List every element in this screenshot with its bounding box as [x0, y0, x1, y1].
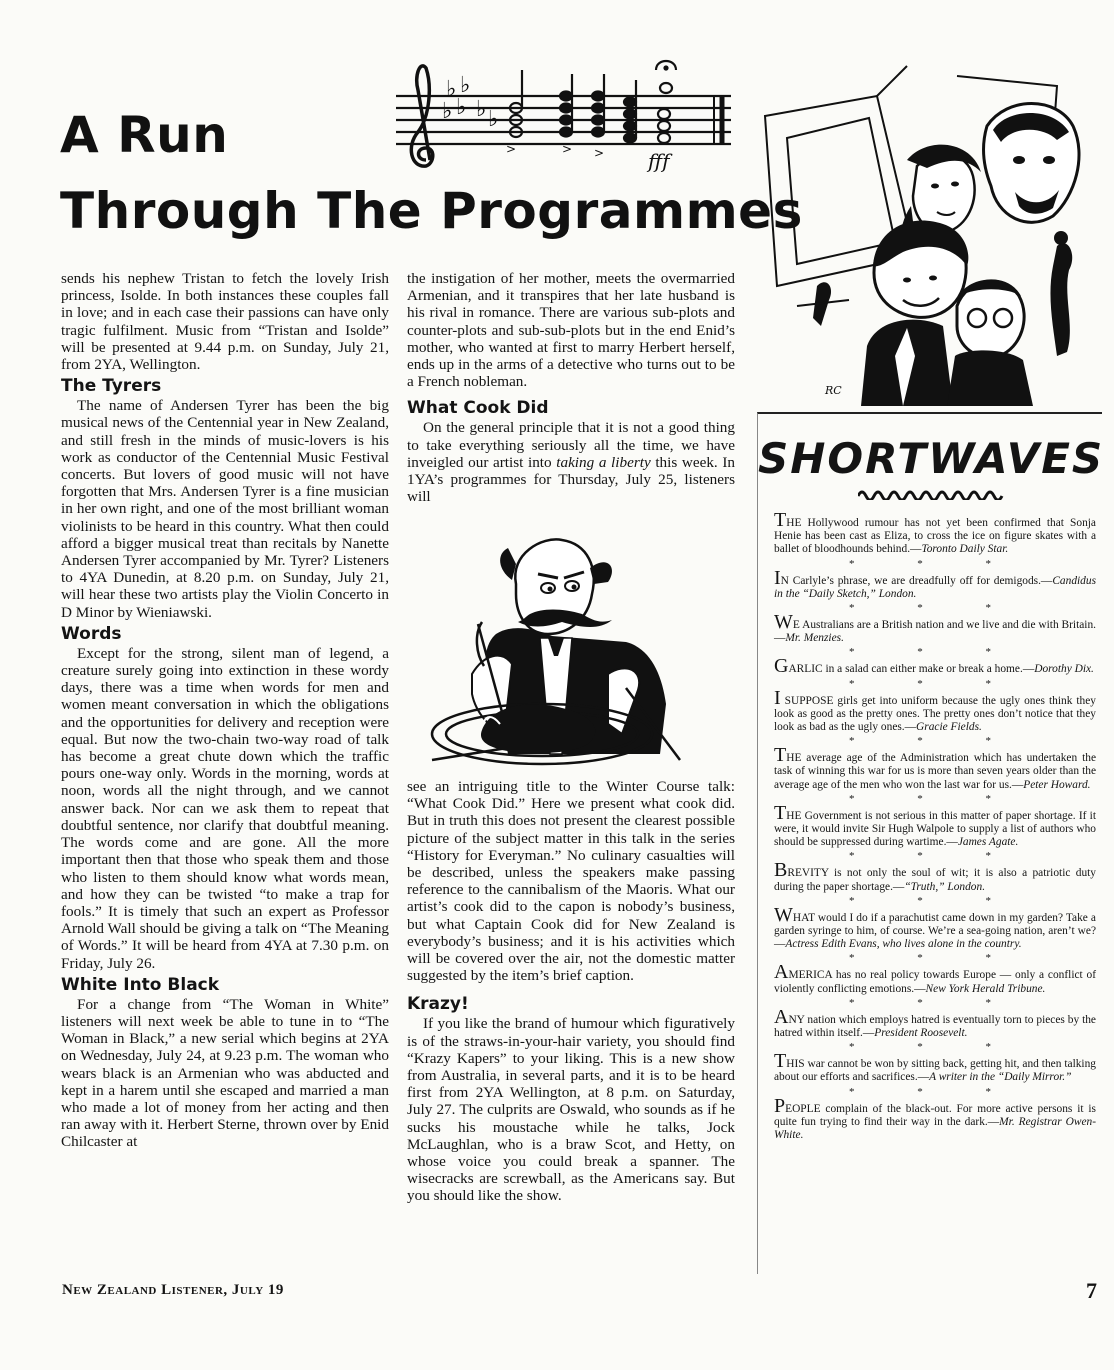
quote-text: ARLIC in a salad can either make or break a home.— — [788, 663, 1035, 676]
quote-initial: P — [774, 1094, 786, 1117]
article-column-2-continued — [407, 778, 735, 1205]
quote-text: HE Government is not serious in this matter of paper shortage. If it were, it would invite Sir Hugh Walpole to supply a list of authors who should be suppressed during wartime.— — [774, 809, 1096, 849]
quote-text: MERICA has no real policy towards Europe — only a conflict of violently conflicting emotions.— — [774, 969, 1096, 995]
col1-intro-paragraph: sends his nephew Tristan to fetch the lovely Irish princess, Isolde. In both instances these couples fall in love; and in each case their passions can have only tragic fulfilment. Music from “Tristan and Isolde” will be presented at 9.44 p.m. on Sunday, July 21, from 2YA, Wellington. — [61, 270, 389, 374]
cook-text-before: On the general principle that it is not a good thing to take everything seriously all the time, we have inveigled our artist into — [407, 419, 735, 471]
svg-text:>: > — [594, 146, 605, 160]
page-title-line-1: A Run — [60, 106, 229, 164]
paragraph-words: Except for the strong, silent man of legend, a creature surely going into extinction in these wordy days, there was a time when words for men and women meant conversation in which the obligations and the opportunities for delivery and reception were equal. But now the two-chain two-way road of talk has become a great chute down which the traffic pours one-way only. Words in the morning, words at noon, words all the night through, and we cannot answer back. Nor can we ask them to repeat that doubtful sentence, nor clarify that doubtful meaning. The words come and are gone. All the more important then that those who speak them and those who listen to them should know what words mean, and how they can be twisted “to make a trap for fools.” It is timely that such an expert as Professor Arnold Wall should be giving a talk on “The Meaning of Words.” It will be heard from 4YA at 7.30 p.m. on Friday, July 26. — [61, 644, 389, 972]
quote-initial: T — [774, 1050, 787, 1073]
paragraph-krazy: If you like the brand of humour which figuratively is of the straws-in-your-hair variety, you should find “Krazy Kapers” to your liking. This is a new show from Australia, in several parts, and it is to be heard first from 2YA Wellington, at 8 p.m. on Saturday, July 27. The culprits are Oswald, who sounds as if he sucks his moustache while he talks, Jock McLaughlan, who is a braw Scot, and Hetty, on whose voice you could break a spanner. The wisecracks are screwball, as the Americans say. But you should like the show. — [407, 1015, 735, 1205]
heading-what-cook-did: What Cook Did — [407, 398, 549, 419]
radio-stars-caricature-illustration — [757, 56, 1101, 406]
shortwave-quote — [774, 509, 1096, 557]
shortwave-quote — [774, 801, 1096, 850]
shortwave-quote — [774, 859, 1096, 893]
quote-initial: W — [774, 903, 793, 926]
quote-separator: * * * — [849, 602, 1021, 615]
heading-the-tyrers: The Tyrers — [61, 376, 162, 397]
quote-separator: * * * — [849, 646, 1021, 659]
shortwave-quote — [774, 566, 1096, 601]
quote-source: New York Herald Tribune. — [925, 982, 1046, 995]
svg-text:♭: ♭ — [488, 107, 499, 132]
page-title-line-2: Through The Programmes — [60, 182, 803, 240]
quote-source: Mr. Menzies. — [785, 632, 844, 645]
shortwave-quote — [774, 961, 1096, 995]
shortwave-quote — [774, 1094, 1096, 1143]
quote-source: Mr. Registrar Owen-White. — [774, 1115, 1096, 1142]
quote-separator: * * * — [849, 1041, 1021, 1054]
quote-separator: * * * — [849, 894, 1021, 907]
dynamic-marking: fff — [648, 149, 670, 173]
quote-text: HAT would I do if a parachutist came down in my garden? Take a garden syringe to him, of course. We’re a sea-going nation, aren’t we?— — [774, 911, 1096, 951]
quote-separator: * * * — [849, 952, 1021, 965]
music-staff-illustration — [396, 56, 736, 174]
quote-source: “Truth,” London. — [904, 880, 986, 893]
quote-source: A writer in the “Daily Mirror.” — [929, 1071, 1072, 1084]
cook-text-after: this week. In 1YA’s programmes for Thursday, July 25, listeners will — [407, 453, 736, 506]
shortwaves-title: SHORTWAVES — [758, 434, 1105, 483]
paragraph-white-into-black: For a change from “The Woman in White” listeners will next week be able to tune in to “The Woman in Black,” a new serial which begins at 2YA on Wednesday, July 24, at 9.23 p.m. The woman who wears black is an Armenian who was abducted and kept in a harem until she escaped and married a man who made a lot of money from her acting and then ran away with it. Herbert Sterne, thrown over by Enid Chilcaster at — [61, 995, 389, 1151]
shortwave-quote — [774, 1050, 1096, 1084]
quote-source: Actress Edith Evans, who lives alone in the country. — [785, 938, 1022, 951]
article-column-2 — [407, 270, 735, 505]
shortwave-quote — [774, 655, 1096, 678]
quote-source: President Roosevelt. — [874, 1027, 968, 1040]
quote-source: James Agate. — [957, 836, 1019, 849]
svg-text:♭: ♭ — [460, 73, 471, 98]
quote-initial: A — [774, 1005, 789, 1028]
heading-words: Words — [61, 623, 122, 644]
shortwave-quote — [774, 686, 1096, 735]
shortwave-quote — [774, 744, 1096, 792]
quote-text: HIS war cannot be won by sitting back, getting hit, and then talking about our efforts and sacrifices.— — [774, 1058, 1096, 1084]
page-number: 7 — [1086, 1278, 1097, 1303]
quote-separator: * * * — [849, 677, 1021, 690]
svg-text:♭: ♭ — [456, 95, 467, 120]
cartoon-signature-mark — [634, 702, 650, 713]
quote-source: Peter Howard. — [1023, 778, 1091, 791]
quote-initial: W — [774, 611, 793, 634]
cook-carving-capon-cartoon — [412, 524, 736, 772]
quote-source: Toronto Daily Star. — [921, 543, 1009, 556]
quote-source: Gracie Fields. — [916, 721, 982, 734]
heading-krazy: Krazy! — [407, 994, 469, 1015]
quote-separator: * * * — [849, 792, 1021, 805]
svg-text:♭: ♭ — [442, 99, 453, 124]
quote-text: E Australians are a British nation and we live and die with Britain.— — [774, 619, 1096, 645]
shortwave-quote — [774, 1005, 1096, 1040]
quote-initial: I — [774, 686, 781, 709]
quote-text: REVITY is not only the soul of wit; it is also a patriotic duty during the paper shortage.— — [774, 867, 1096, 893]
shortwaves-panel — [757, 412, 1105, 1274]
quote-initial: G — [774, 655, 789, 678]
col2-intro-paragraph: the instigation of her mother, meets the overmarried Armenian, and it transpires that her late husband is his rival in romance. There are various sub-plots and counter-plots and sub-sub-plots but in the end Enid’s mother, who wanted at first to marry Herbert herself, ends up in the arms of a detective who turns out to be a French nobleman. — [407, 270, 735, 391]
quote-text: HE average age of the Administration which has undertaken the task of winning this war for us is more than seven years older than the average age of the men who won the last war for us.— — [774, 752, 1096, 791]
quote-initial: T — [774, 801, 787, 824]
quote-separator: * * * — [849, 850, 1021, 863]
shortwave-quote — [774, 903, 1096, 952]
quote-source: Candidus in the “Daily Sketch,” London. — [774, 574, 1096, 600]
quote-initial: T — [774, 509, 787, 531]
wavy-divider — [858, 488, 1004, 500]
quote-text: HE Hollywood rumour has not yet been confirmed that Sonja Henie has been cast as Eliza, to cross the ice on figure skates with a ballet of bloodhounds behind.— — [774, 517, 1096, 556]
quote-text: NY nation which employs hatred is eventually torn to pieces by the hatred within itself.— — [774, 1013, 1096, 1040]
footer-publication-date: New Zealand Listener, July 19 — [62, 1282, 284, 1298]
paragraph-what-cook-did — [407, 419, 735, 505]
quote-initial: B — [774, 859, 788, 882]
quote-initial: T — [774, 744, 787, 767]
quote-separator: * * * — [849, 996, 1021, 1009]
quote-text: EOPLE complain of the black-out. For more active persons it is quite fun trying to find their way in the dark.— — [774, 1102, 1096, 1128]
svg-text:>: > — [562, 142, 573, 156]
cook-text-italic: taking a liberty — [556, 453, 651, 471]
quote-separator: * * * — [849, 1085, 1021, 1098]
quote-text: N Carlyle’s phrase, we are dreadfully off for demigods.— — [780, 574, 1053, 587]
svg-text:♭: ♭ — [446, 77, 457, 102]
quote-initial: A — [774, 961, 789, 984]
svg-text:♭: ♭ — [476, 97, 487, 122]
illustrator-signature: RC — [825, 384, 842, 397]
article-column-1 — [61, 270, 389, 1151]
heading-white-into-black: White Into Black — [61, 974, 220, 995]
quote-text: SUPPOSE girls get into uniform because the ugly ones think they look as good as the pretty ones. The pretty ones don’t notice that they look as bad as the ugly ones.— — [774, 694, 1096, 734]
quote-separator: * * * — [849, 557, 1021, 570]
paragraph-what-cook-did-continued: see an intriguing title to the Winter Course talk: “What Cook Did.” Here we present what cook did. But in truth this does not present the clearest possible picture of the subject matter in this talk in the series “History for Everyman.” No culinary casualties will be described, unless the speakers make passing reference to the cannibalism of the Maoris. What our artist’s cook did to the capon is nobody’s business, but what Captain Cook did for New Zealand is everybody’s business; and it is his activities which will be covered over the air, not the domestic matter suggested by the item’s brief caption. — [407, 778, 735, 985]
paragraph-the-tyrers: The name of Andersen Tyrer has been the big musical news of the Centennial year in New Zealand, and still fresh in the minds of music-lovers is his work as conductor of the Centennial Music Festival concerts. But lovers of good music will not have forgotten that Mrs. Andersen Tyrer is a fine musician in her own right, and one of the most brilliant woman violinists to be heard in this country. What then could afford a bigger musical treat than recitals by Nanette Andersen Tyrer accompanied by Mr. Tyrer? Listeners to 4YA Dunedin, at 8.20 p.m. on Sunday, July 21, will hear these two artists play the Violin Concerto in D Minor by Wieniawski. — [61, 397, 389, 621]
quote-initial: I — [774, 566, 781, 589]
quote-separator: * * * — [849, 735, 1021, 748]
shortwave-quote — [774, 611, 1096, 645]
svg-text:>: > — [506, 142, 517, 156]
quote-source: Dorothy Dix. — [1034, 663, 1094, 676]
shortwaves-quote-list — [774, 509, 1096, 1142]
